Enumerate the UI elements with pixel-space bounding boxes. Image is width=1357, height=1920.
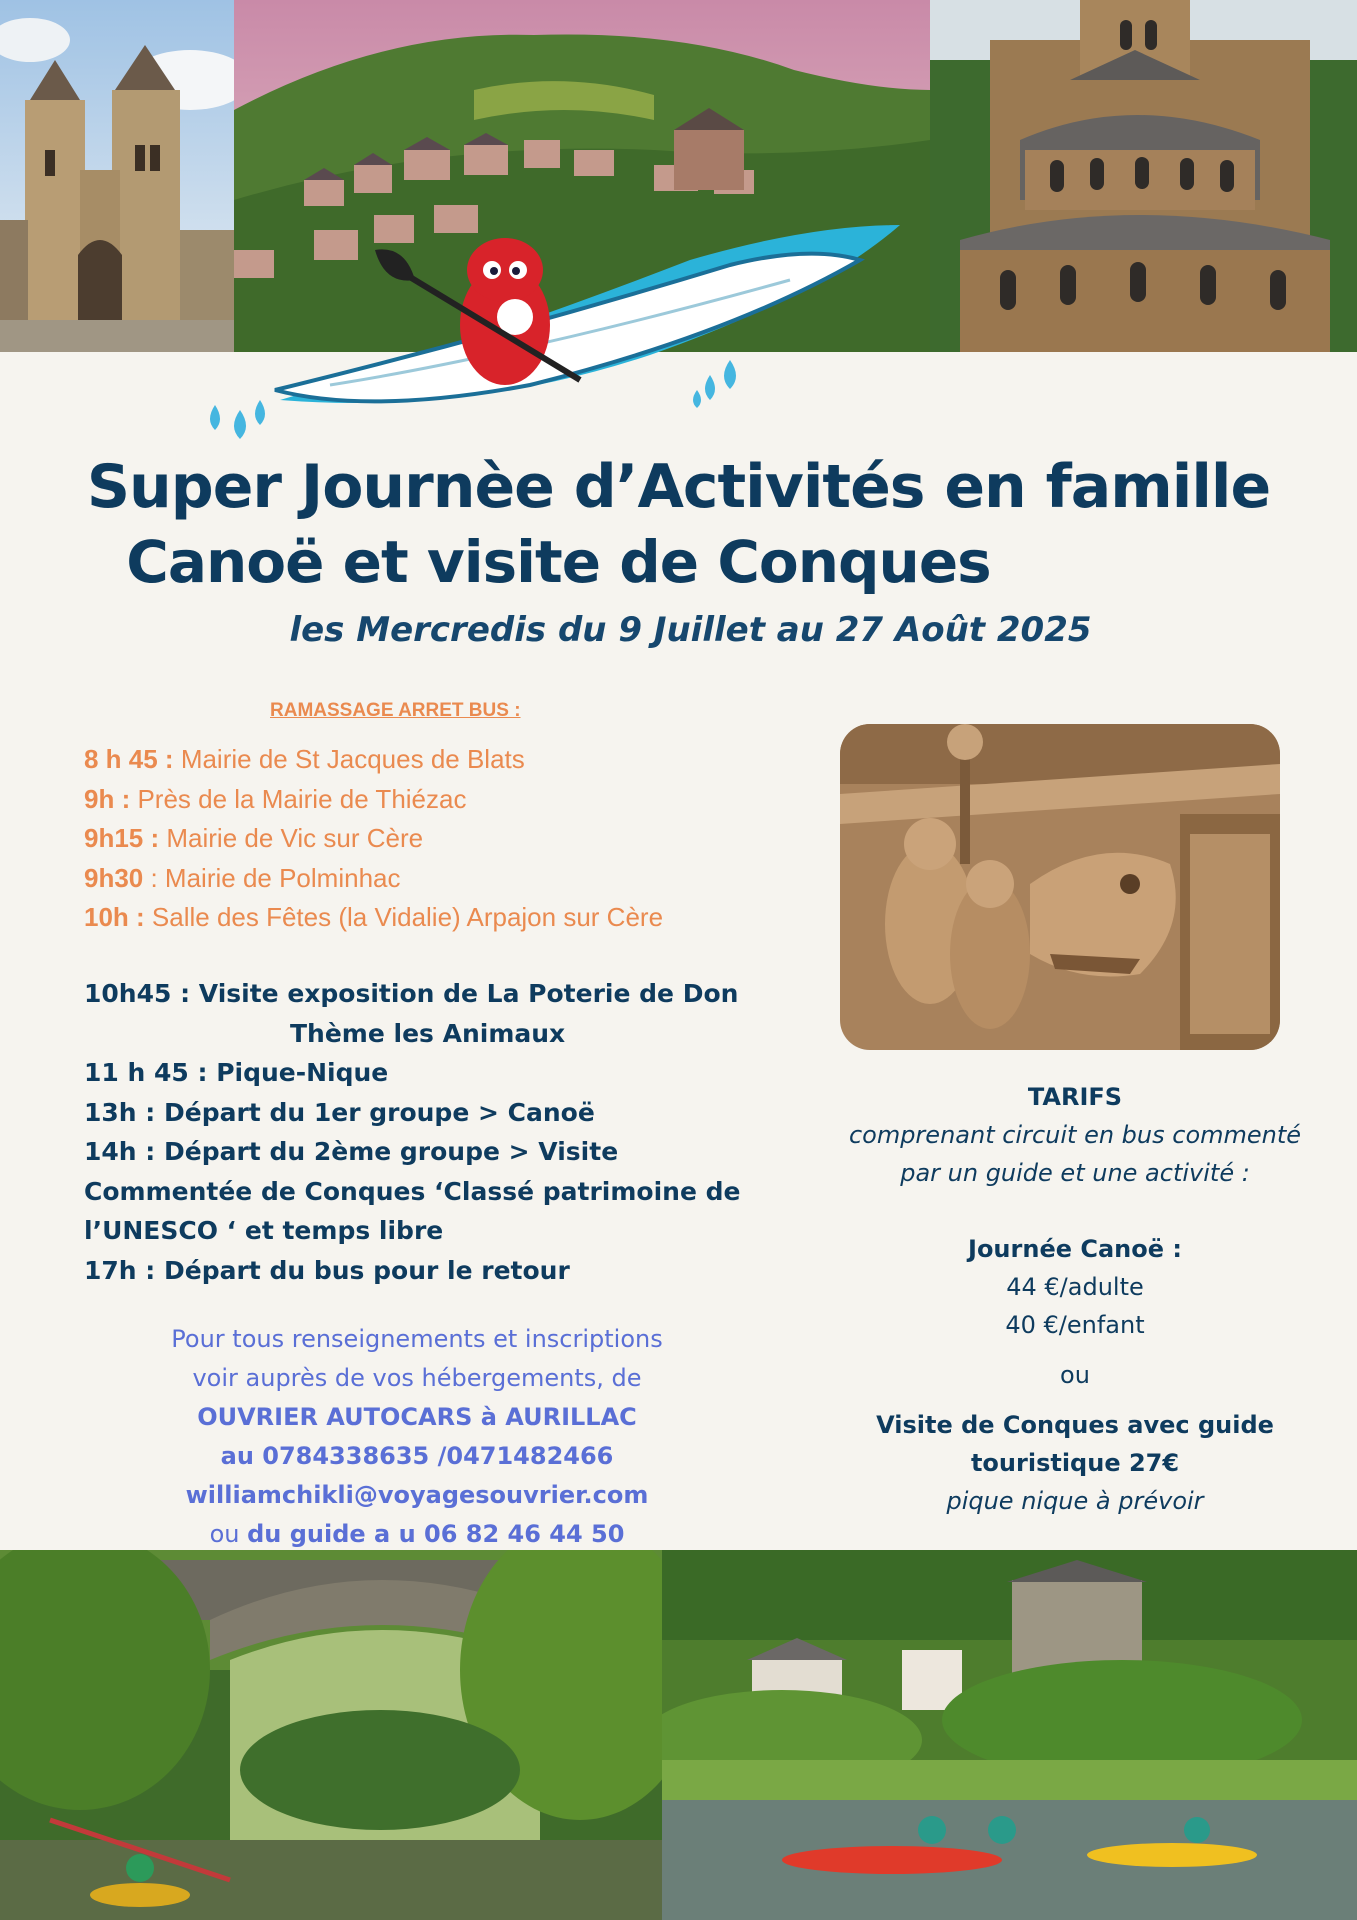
contact-info (130, 1320, 704, 1554)
title-line-1: Super Journèe d’Activités en famille (86, 452, 1271, 522)
pickup-stop (84, 740, 663, 780)
tarifs-subtitle: par un guide et une activité : (900, 1159, 1250, 1187)
program-line: l’UNESCO ‘ et temps libre (84, 1216, 444, 1245)
pickup-stop (84, 898, 663, 938)
spacer (840, 1192, 1310, 1230)
or-separator: ou (1060, 1361, 1090, 1389)
kayak-mascot-illustration (170, 205, 920, 445)
stop-place: Mairie de St Jacques de Blats (173, 744, 525, 774)
event-dates: les Mercredis du 9 Juillet au 27 Août 2025 (289, 610, 1092, 650)
guide-prefix: ou (209, 1520, 248, 1548)
tarifs-heading: TARIFS (1027, 1083, 1123, 1111)
contact-line: voir auprès de vos hébergements, de (192, 1364, 642, 1392)
tarifs-subtitle: comprenant circuit en bus commenté (848, 1121, 1302, 1149)
program-schedule (84, 974, 740, 1290)
title-line-2: Canoë et visite de Conques (126, 528, 991, 596)
company-name: OUVRIER AUTOCARS à AURILLAC (197, 1403, 637, 1431)
guide-phone: du guide a u 06 82 46 44 50 (247, 1520, 625, 1548)
river-bridge-kayak-photo (0, 1550, 662, 1920)
visit-label: Visite de Conques avec guide (876, 1411, 1274, 1439)
program-line: Thème les Animaux (290, 1018, 566, 1048)
email-link[interactable]: williamchikli@voyagesouvrier.com (185, 1481, 649, 1509)
canoe-label: Journée Canoë : (968, 1235, 1182, 1263)
contact-line: Pour tous renseignements et inscriptions (171, 1325, 663, 1353)
stop-place: : Mairie de Polminhac (143, 862, 401, 893)
stop-time: 10h : (84, 902, 145, 932)
stop-place: Près de la Mairie de Thiézac (130, 783, 467, 814)
program-line: 11 h 45 : Pique-Nique (84, 1058, 389, 1087)
pickup-stop (84, 819, 663, 859)
program-line: 13h : Départ du 1er groupe > Canoë (84, 1097, 595, 1127)
pickup-heading: RAMASSAGE ARRET BUS : (270, 700, 521, 721)
stop-place: Salle des Fêtes (la Vidalie) Arpajon sur Cère (144, 902, 664, 932)
pickup-stop (84, 780, 663, 820)
stop-place: Mairie de Vic sur Cère (159, 823, 424, 853)
guide-contact (130, 1515, 704, 1554)
tarifs-panel (840, 1078, 1310, 1520)
stop-time: 9h : (84, 783, 131, 814)
pickup-list (84, 740, 663, 938)
visit-price: touristique 27€ (970, 1449, 1180, 1477)
stop-time: 9h30 (84, 862, 144, 893)
program-line: 14h : Départ du 2ème groupe > Visite (84, 1137, 619, 1166)
program-line: Commentée de Conques ‘Classé patrimoine de (84, 1176, 741, 1206)
phone-numbers: au 0784338635 /0471482466 (220, 1442, 614, 1470)
canoe-child-price: 40 €/enfant (1005, 1311, 1145, 1339)
tympanum-sculpture-photo (840, 724, 1280, 1050)
picnic-note: pique nique à prévoir (946, 1487, 1204, 1515)
village-kayakers-photo (662, 1550, 1357, 1920)
program-line: 17h : Départ du bus pour le retour (84, 1255, 570, 1285)
canoe-adult-price: 44 €/adulte (1006, 1273, 1144, 1301)
stop-time: 8 h 45 : (84, 744, 174, 774)
pickup-stop (84, 859, 663, 899)
program-line: 10h45 : Visite exposition de La Poterie de Don (84, 979, 739, 1008)
conques-abbey-apse-photo (930, 0, 1357, 352)
stop-time: 9h15 : (84, 823, 160, 853)
